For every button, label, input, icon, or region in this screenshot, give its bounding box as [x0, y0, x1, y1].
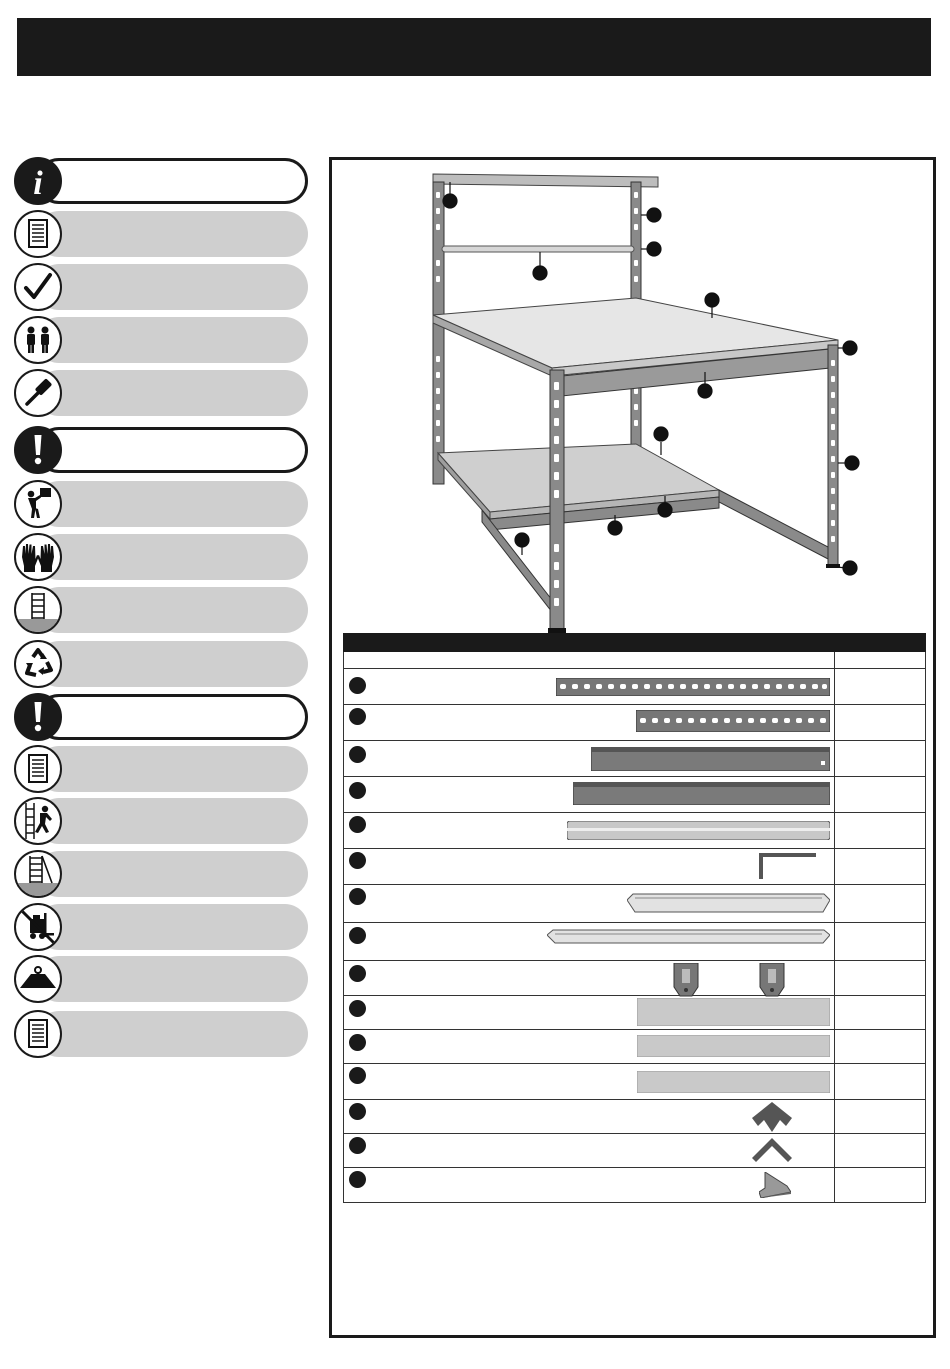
part-marker: [349, 1171, 366, 1188]
parts-row: [343, 996, 926, 1030]
corner-cap-icon: [752, 1102, 792, 1132]
gloves-icon: [14, 533, 62, 581]
checkmark-icon: [14, 263, 62, 311]
mallet-icon: [14, 369, 62, 417]
exclamation-icon: [14, 693, 62, 741]
parts-table: [343, 633, 926, 1203]
corner-bracket-icon: [752, 1138, 792, 1164]
sidebar-item-document: [14, 210, 308, 258]
sidebar-item-lifting: [14, 480, 308, 528]
parts-row: [343, 1134, 926, 1168]
part-marker: [349, 965, 366, 982]
part-marker: [349, 708, 366, 725]
part-marker: [349, 677, 366, 694]
sidebar-item-two-people: [14, 316, 308, 364]
part-marker: [349, 746, 366, 763]
short-upright-post-icon: [636, 710, 830, 732]
board-panel-icon: [637, 1071, 830, 1093]
parts-table-header: [343, 633, 926, 652]
parts-row: [343, 741, 926, 777]
part-marker: [349, 816, 366, 833]
exclamation-icon: [14, 426, 62, 474]
recycle-icon: [14, 640, 62, 688]
part-marker: [349, 1103, 366, 1120]
two-people-icon: [14, 316, 62, 364]
part-marker: [349, 1034, 366, 1051]
parts-row: [343, 1064, 926, 1100]
sidebar-item-mallet: [14, 369, 308, 417]
workbench-drawing: [433, 174, 840, 633]
sidebar-item-load: [14, 955, 308, 1003]
sidebar-item-document-2: [14, 745, 308, 793]
sidebar-item-document-3: [14, 1010, 308, 1058]
parts-table-subheader: [343, 652, 926, 669]
beam-connector-icon: [758, 963, 786, 997]
part-marker: [349, 782, 366, 799]
workbench-assembly-diagram: [332, 160, 933, 635]
sidebar-item-no-forklift: [14, 903, 308, 951]
document-icon: [14, 210, 62, 258]
parts-row: [343, 1168, 926, 1203]
person-lifting-box-icon: [14, 480, 62, 528]
parts-row: [343, 1100, 926, 1134]
part-marker: [349, 1137, 366, 1154]
part-marker: [349, 852, 366, 869]
shelving-floor-icon: [14, 586, 62, 634]
angle-bracket-icon: [759, 853, 816, 879]
sidebar-item-climbing: [14, 797, 308, 845]
long-beam-icon: [573, 782, 830, 805]
round-bar-icon: [567, 821, 830, 840]
part-marker: [349, 888, 366, 905]
foot-plate-icon: [759, 1172, 791, 1198]
header-bar: [17, 18, 931, 76]
info-icon: [14, 157, 62, 205]
sidebar-item-floor-2: [14, 850, 308, 898]
parts-row: [343, 705, 926, 741]
board-panel-icon: [637, 998, 830, 1026]
sidebar-item-gloves: [14, 533, 308, 581]
document-icon: [14, 1010, 62, 1058]
parts-row: [343, 885, 926, 923]
parts-row: [343, 777, 926, 813]
main-panel: [329, 157, 936, 1338]
tall-upright-post-icon: [556, 678, 830, 696]
no-forklift-icon: [14, 903, 62, 951]
part-marker: [349, 1067, 366, 1084]
part-marker: [349, 1000, 366, 1017]
part-marker: [349, 927, 366, 944]
parts-row: [343, 1030, 926, 1064]
document-icon: [14, 745, 62, 793]
shelf-support-tray-icon: [627, 892, 830, 914]
beam-connector-icon: [671, 963, 701, 997]
person-climbing-icon: [14, 797, 62, 845]
shelving-floor-icon: [14, 850, 62, 898]
long-beam-icon: [591, 747, 830, 771]
sidebar-item-info: [14, 157, 308, 205]
parts-row: [343, 669, 926, 705]
shelf-support-tray-icon: [547, 929, 830, 945]
parts-row: [343, 849, 926, 885]
weight-load-icon: [14, 955, 62, 1003]
sidebar-item-floor: [14, 586, 308, 634]
board-panel-icon: [637, 1035, 830, 1057]
sidebar-item-recycle: [14, 640, 308, 688]
parts-row: [343, 813, 926, 849]
parts-row: [343, 923, 926, 961]
svg-text:i: i: [33, 165, 43, 202]
sidebar-item-warning: [14, 426, 308, 474]
sidebar-item-warning-2: [14, 693, 308, 741]
parts-row: [343, 961, 926, 996]
sidebar-item-check: [14, 263, 308, 311]
